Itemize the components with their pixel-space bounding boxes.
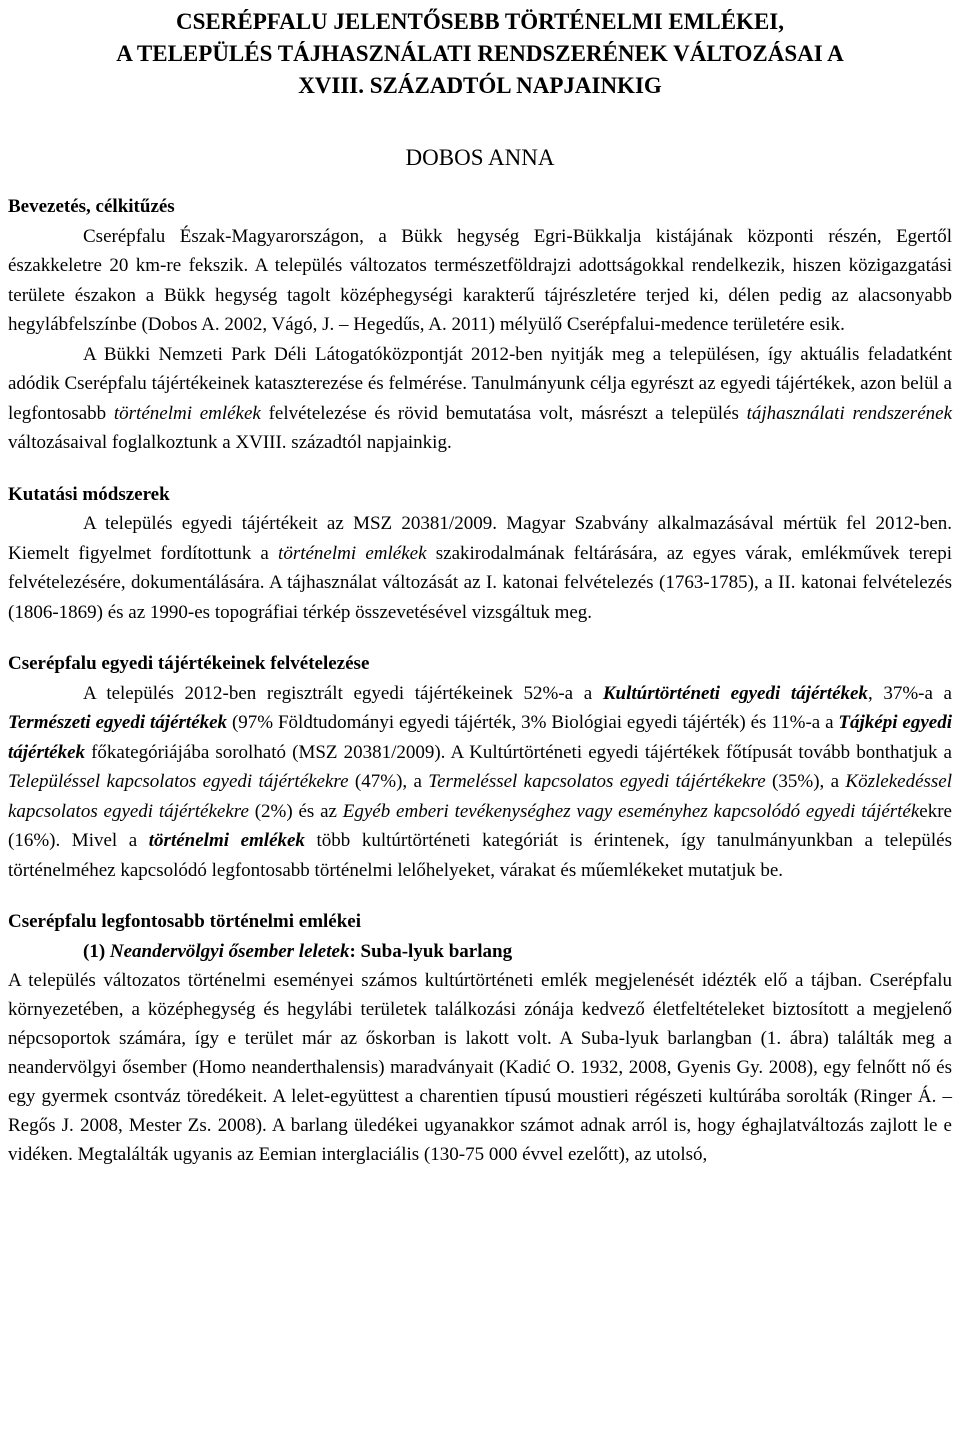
memorials-paragraph: A település változatos történelmi eseményei számos kultúrtörténeti emlék megjelenését idézték elő a tájban. Cserépfalu környezetében, a középhegység és hegylábi területek találkozási zónája kedvező életfeltételeket biztosított a megjelenő népcsoportok számára, így e terület már az őskorban is lakott volt. A Suba-lyuk barlangban (1. ábra) találták meg a neandervölgyi ősember (Homo neanderthalensis) maradványait (Kadić O. 1932, 2008, Gyenis Gy. 2008), egy felnőtt nő és egy gyermek csontváz töredékeit. A lelet-együttest a charentien típusú moustieri régészeti kultúrába sorolták (Ringer Á. – Regős J. 2008, Mester Zs. 2008). A barlang üledékei ugyanakkor számot adnak arról is, hogy éghajlatváltozás zajlott le e vidéken. Megtalálták ugyanis az Eemian interglaciális (130-75 000 évvel ezelőtt), az utolsó, — [8, 970, 952, 1165]
memorials-heading: Cserépfalu legfontosabb történelmi emlékei — [8, 911, 362, 932]
section-introduction — [8, 192, 952, 458]
section-memorials — [8, 907, 952, 1169]
title-line-3: XVIII. SZÁZADTÓL NAPJAINKIG — [298, 73, 662, 98]
survey-heading: Cserépfalu egyedi tájértékeinek felvételezése — [8, 653, 370, 674]
methods-heading: Kutatási módszerek — [8, 483, 170, 505]
methods-paragraph: A település egyedi tájértékeit az MSZ 20381/2009. Magyar Szabvány alkalmazásával mértük fel 2012-ben. Kiemelt figyelmet fordítottunk a történelmi emlékek szakirodalmának feltárására, az egyes várak, emlékművek terepi felvételezésére, dokumentálására. A tájhasználat változását az I. katonai felvételezés (1763-1785), a II. katonai felvételezés (1806-1869) és az 1990-es topográfiai térkép összevetésével vizsgáltuk meg. — [8, 513, 953, 623]
introduction-paragraph-1: Cserépfalu Észak-Magyarországon, a Bükk hegység Egri-Bükkalja kistájának központi részén, Egertől északkeletre 20 km-re fekszik. A település változatos természetföldrajzi adottságokkal rendelkezik, hiszen közigazgatási területe északon a Bükk hegység tagolt középhegységi karakterű tájrészletére terjed ki, délen pedig az alacsonyabb hegylábfelszínbe (Dobos A. 2002, Vágó, J. – Hegedűs, A. 2011) mélyülő Cserépfalui-medence területére esik. — [8, 225, 952, 335]
section-methods — [8, 480, 952, 628]
section-survey — [8, 649, 952, 885]
title-line-1: CSERÉPFALU JELENTŐSEBB TÖRTÉNELMI EMLÉKEI, — [176, 9, 784, 34]
introduction-heading: Bevezetés, célkitűzés — [8, 196, 175, 217]
author-name: DOBOS ANNA — [405, 145, 555, 170]
document-title — [8, 0, 952, 102]
title-line-2: A TELEPÜLÉS TÁJHASZNÁLATI RENDSZERÉNEK VÁLTOZÁSAI A — [116, 41, 844, 66]
survey-paragraph: A település 2012-ben regisztrált egyedi tájértékeinek 52%-a a Kultúrtörténeti egyedi tájértékek, 37%-a a Természeti egyedi tájértékek (97% Földtudományi egyedi tájérték, 3% Biológiai egyedi tájérték) és 11%-a a Tájképi egyedi tájértékek főkategóriájába sorolható (MSZ 20381/2009). A Kultúrtörténeti egyedi tájértékek főtípusát tovább bonthatjuk a Településsel kapcsolatos egyedi tájértékekre (47%), a Termeléssel kapcsolatos egyedi tájértékekre (35%), a Közlekedéssel kapcsolatos egyedi tájértékekre (2%) és az Egyéb emberi tevékenységhez vagy eseményhez kapcsolódó egyedi tájértékekre (16%). Mivel a történelmi emlékek több kultúrtörténeti kategóriát is érintenek, így tanulmányunkban a település történelméhez kapcsolódó legfontosabb történelmi lelőhelyeket, várakat és műemlékeket mutatjuk be. — [8, 682, 953, 881]
introduction-paragraph-2: A Bükki Nemzeti Park Déli Látogatóközpontját 2012-ben nyitják meg a településen, így aktuális feladatként adódik Cserépfalu tájértékeinek kataszterezése és felmérése. Tanulmányunk célja egyrészt az egyedi tájértékek, azon belül a legfontosabb történelmi emlékek felvételezése és rövid bemutatása volt, másrészt a település tájhasználati rendszerének változásaival foglalkoztunk a XVIII. századtól napjainkig. — [8, 343, 952, 453]
memorials-subheading: (1) Neandervölgyi ősember leletek: Suba-lyuk barlang — [83, 940, 513, 962]
